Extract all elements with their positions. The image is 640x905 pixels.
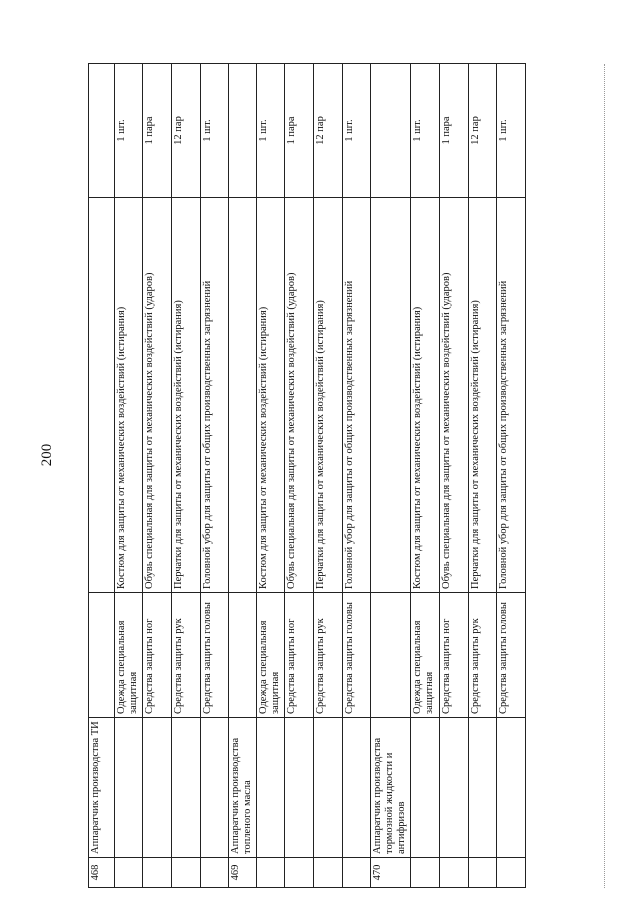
empty-cell — [143, 718, 172, 858]
ppe-quantity: 1 пара — [143, 64, 172, 198]
ppe-quantity: 1 шт. — [200, 64, 229, 198]
ppe-category: Средства защиты рук — [314, 593, 343, 718]
row-number: 468 — [89, 858, 115, 888]
empty-cell — [229, 64, 257, 198]
empty-cell — [229, 593, 257, 718]
row-number: 469 — [229, 858, 257, 888]
ppe-table-body — [89, 64, 526, 888]
empty-cell — [497, 718, 526, 858]
empty-cell — [371, 64, 411, 198]
empty-cell — [314, 718, 343, 858]
ppe-quantity: 1 пара — [285, 64, 314, 198]
item-row — [200, 64, 229, 888]
empty-cell — [200, 858, 229, 888]
ppe-quantity: 1 шт. — [411, 64, 440, 198]
empty-cell — [229, 198, 257, 593]
empty-cell — [342, 718, 371, 858]
item-row — [439, 64, 468, 888]
empty-cell — [89, 593, 115, 718]
ppe-item: Костюм для защиты от механических воздействий (истирания) — [114, 198, 143, 593]
ppe-category: Средства защиты рук — [171, 593, 200, 718]
ppe-category: Средства защиты головы — [342, 593, 371, 718]
empty-cell — [411, 858, 440, 888]
ppe-item: Обувь специальная для защиты от механических воздействий (ударов) — [439, 198, 468, 593]
ppe-category: Одежда специальная защитная — [411, 593, 440, 718]
ppe-category: Средства защиты ног — [285, 593, 314, 718]
empty-cell — [256, 718, 285, 858]
ppe-category: Одежда специальная защитная — [256, 593, 285, 718]
ppe-quantity: 1 шт. — [342, 64, 371, 198]
page-number: 200 — [39, 443, 55, 467]
group-row — [89, 64, 115, 888]
empty-cell — [114, 858, 143, 888]
ppe-table-wrapper — [88, 64, 526, 888]
ppe-category: Средства защиты рук — [468, 593, 497, 718]
ppe-item: Головной убор для защиты от общих производственных загрязнений — [200, 198, 229, 593]
item-row — [314, 64, 343, 888]
ppe-item: Костюм для защиты от механических воздействий (истирания) — [256, 198, 285, 593]
item-row — [411, 64, 440, 888]
ppe-item: Обувь специальная для защиты от механических воздействий (ударов) — [143, 198, 172, 593]
empty-cell — [200, 718, 229, 858]
ppe-table — [88, 63, 526, 888]
item-row — [171, 64, 200, 888]
empty-cell — [143, 858, 172, 888]
empty-cell — [371, 198, 411, 593]
empty-cell — [285, 858, 314, 888]
ppe-category: Средства защиты ног — [143, 593, 172, 718]
group-row — [371, 64, 411, 888]
ppe-category: Средства защиты ног — [439, 593, 468, 718]
ppe-category: Средства защиты головы — [497, 593, 526, 718]
profession-name: Аппаратчик производства тормозной жидкости и антифризов — [371, 718, 411, 858]
ppe-item: Перчатки для защиты от механических воздействий (истирания) — [314, 198, 343, 593]
page-edge-line — [604, 64, 606, 888]
ppe-item: Головной убор для защиты от общих производственных загрязнений — [342, 198, 371, 593]
empty-cell — [468, 718, 497, 858]
ppe-category: Одежда специальная защитная — [114, 593, 143, 718]
ppe-quantity: 1 шт. — [114, 64, 143, 198]
ppe-item: Перчатки для защиты от механических воздействий (истирания) — [171, 198, 200, 593]
ppe-category: Средства защиты головы — [200, 593, 229, 718]
ppe-item: Костюм для защиты от механических воздействий (истирания) — [411, 198, 440, 593]
item-row — [342, 64, 371, 888]
ppe-quantity: 12 пар — [314, 64, 343, 198]
ppe-quantity: 1 шт. — [256, 64, 285, 198]
item-row — [497, 64, 526, 888]
ppe-quantity: 1 шт. — [497, 64, 526, 198]
item-row — [285, 64, 314, 888]
item-row — [143, 64, 172, 888]
empty-cell — [285, 718, 314, 858]
group-row — [229, 64, 257, 888]
empty-cell — [171, 858, 200, 888]
row-number: 470 — [371, 858, 411, 888]
empty-cell — [256, 858, 285, 888]
empty-cell — [439, 718, 468, 858]
ppe-item: Обувь специальная для защиты от механических воздействий (ударов) — [285, 198, 314, 593]
empty-cell — [314, 858, 343, 888]
item-row — [468, 64, 497, 888]
ppe-item: Перчатки для защиты от механических воздействий (истирания) — [468, 198, 497, 593]
empty-cell — [439, 858, 468, 888]
empty-cell — [371, 593, 411, 718]
item-row — [256, 64, 285, 888]
empty-cell — [89, 64, 115, 198]
item-row — [114, 64, 143, 888]
ppe-quantity: 12 пар — [468, 64, 497, 198]
empty-cell — [89, 198, 115, 593]
profession-name: Аппаратчик производства топленого масла — [229, 718, 257, 858]
empty-cell — [171, 718, 200, 858]
empty-cell — [114, 718, 143, 858]
empty-cell — [342, 858, 371, 888]
profession-name: Аппаратчик производства ТИ — [89, 718, 115, 858]
ppe-item: Головной убор для защиты от общих производственных загрязнений — [497, 198, 526, 593]
empty-cell — [468, 858, 497, 888]
ppe-quantity: 1 пара — [439, 64, 468, 198]
empty-cell — [411, 718, 440, 858]
ppe-quantity: 12 пар — [171, 64, 200, 198]
empty-cell — [497, 858, 526, 888]
